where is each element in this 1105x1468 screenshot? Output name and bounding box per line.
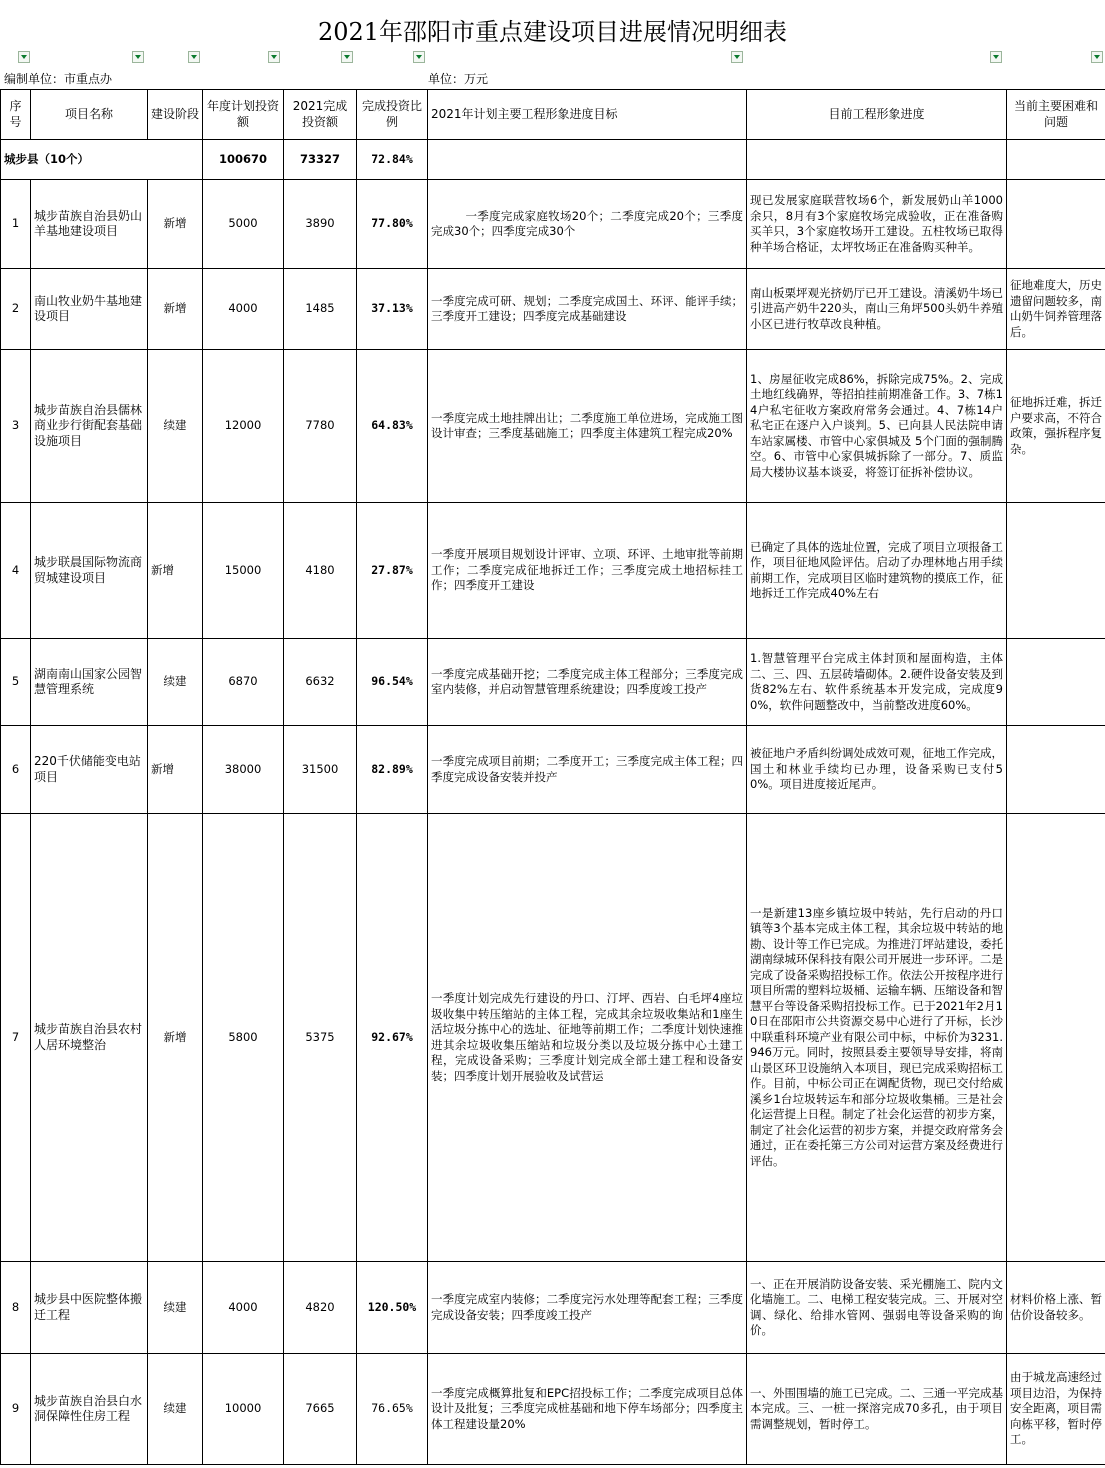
summary-label[interactable]: 城步县（10个） (1, 140, 203, 180)
cell-seq[interactable]: 7 (1, 814, 31, 1262)
filter-dropdown-icon[interactable] (413, 51, 425, 63)
cell-name[interactable]: 湖南南山国家公园智慧管理系统 (31, 639, 148, 726)
cell-stage[interactable]: 新增 (148, 269, 203, 350)
cell-seq[interactable]: 9 (1, 1354, 31, 1465)
filter-dropdown-icon[interactable] (18, 51, 30, 63)
cell-plan[interactable]: 4000 (203, 1262, 284, 1354)
cell-progress[interactable]: 1.智慧管理平台完成主体封顶和屋面构造，主体二、三、四、五层砖墙砌体。2.硬件设备安装及到货82%左右、软件系统基本开发完成，完成度90%，软件问题整改中，当前整改进度60%。 (747, 639, 1007, 726)
cell-progress[interactable]: 一、外围围墙的施工已完成。二、三通一平完成基本完成。三、一桩一探溶完成70多孔，由于项目需调整规划，暂时停工。 (747, 1354, 1007, 1465)
summary-plan[interactable]: 100670 (203, 140, 284, 180)
table-row (1, 726, 1105, 814)
summary-done[interactable]: 73327 (284, 140, 357, 180)
cell-stage[interactable]: 新增 (148, 726, 203, 814)
cell-name[interactable]: 220千伏储能变电站项目 (31, 726, 148, 814)
cell-ratio[interactable]: 96.54% (357, 639, 428, 726)
cell-ratio[interactable]: 92.67% (357, 814, 428, 1262)
cell-ratio[interactable]: 27.87% (357, 503, 428, 639)
cell-done[interactable]: 4180 (284, 503, 357, 639)
col-header-progress[interactable]: 目前工程形象进度 (747, 90, 1007, 140)
cell-done[interactable]: 31500 (284, 726, 357, 814)
compiler-unit: 编制单位：市重点办 (4, 72, 113, 86)
cell-plan[interactable]: 38000 (203, 726, 284, 814)
cell-done[interactable]: 7780 (284, 350, 357, 503)
filter-dropdown-icon[interactable] (341, 51, 353, 63)
cell-plan[interactable]: 5800 (203, 814, 284, 1262)
cell-progress[interactable]: 被征地户矛盾纠纷调处成效可观，征地工作完成，国土和林业手续均已办理，设备采购已支付50%。项目进度接近尾声。 (747, 726, 1007, 814)
summary-ratio[interactable]: 72.84% (357, 140, 428, 180)
col-header-done[interactable]: 2021完成投资额 (284, 90, 357, 140)
cell-issues[interactable]: 征地难度大，历史遗留问题较多，南山奶牛饲养管理落后。 (1007, 269, 1105, 350)
cell-target[interactable]: 一季度完成概算批复和EPC招投标工作；二季度完成项目总体设计及批复；三季度完成桩基础和地下停车场部分；四季度主体工程建设量20% (428, 1354, 747, 1465)
cell-seq[interactable]: 1 (1, 180, 31, 269)
cell-issues[interactable] (1007, 814, 1105, 1262)
meta-row (0, 68, 1105, 88)
col-header-stage[interactable]: 建设阶段 (148, 90, 203, 140)
cell-stage[interactable]: 续建 (148, 350, 203, 503)
summary-issues[interactable] (1007, 140, 1105, 180)
cell-name[interactable]: 城步联晨国际物流商贸城建设项目 (31, 503, 148, 639)
cell-name[interactable]: 城步苗族自治县农村人居环境整治 (31, 814, 148, 1262)
cell-done[interactable]: 7665 (284, 1354, 357, 1465)
table-row (1, 639, 1105, 726)
cell-target[interactable]: 一季度完成土地挂牌出让；二季度施工单位进场，完成施工图设计审查；三季度基础施工；四季度主体建筑工程完成20% (428, 350, 747, 503)
cell-ratio[interactable]: 120.50% (357, 1262, 428, 1354)
currency-unit: 单位：万元 (428, 72, 489, 86)
cell-done[interactable]: 1485 (284, 269, 357, 350)
cell-progress[interactable]: 已确定了具体的选址位置，完成了项目立项报备工作，项目征地风险评估。启动了办理林地占用手续前期工作，完成项目区临时建筑物的摸底工作，征地拆迁工作完成40%左右 (747, 503, 1007, 639)
cell-name[interactable]: 城步苗族自治县白水洞保障性住房工程 (31, 1354, 148, 1465)
cell-done[interactable]: 3890 (284, 180, 357, 269)
cell-plan[interactable]: 5000 (203, 180, 284, 269)
filter-dropdown-icon[interactable] (1091, 51, 1103, 63)
summary-progress[interactable] (747, 140, 1007, 180)
cell-issues[interactable] (1007, 503, 1105, 639)
cell-progress[interactable]: 南山板栗坪观光挤奶厅已开工建设。清溪奶牛场已引进高产奶牛220头，南山三角坪500头奶牛养殖小区已进行牧草改良种植。 (747, 269, 1007, 350)
cell-seq[interactable]: 4 (1, 503, 31, 639)
cell-stage[interactable]: 新增 (148, 814, 203, 1262)
cell-done[interactable]: 5375 (284, 814, 357, 1262)
autofilter-row (0, 50, 1105, 66)
cell-seq[interactable]: 5 (1, 639, 31, 726)
cell-ratio[interactable]: 76.65% (357, 1354, 428, 1465)
col-header-target[interactable]: 2021年计划主要工程形象进度目标 (428, 90, 747, 140)
table-row (1, 503, 1105, 639)
cell-target[interactable]: 一季度完成可研、规划；二季度完成国土、环评、能评手续；三季度开工建设；四季度完成基础建设 (428, 269, 747, 350)
cell-name[interactable]: 城步苗族自治县儒林商业步行街配套基础设施项目 (31, 350, 148, 503)
cell-seq[interactable]: 2 (1, 269, 31, 350)
filter-dropdown-icon[interactable] (268, 51, 280, 63)
col-header-plan[interactable]: 年度计划投资额 (203, 90, 284, 140)
cell-issues[interactable] (1007, 180, 1105, 269)
cell-stage[interactable]: 新增 (148, 503, 203, 639)
filter-dropdown-icon[interactable] (188, 51, 200, 63)
cell-name[interactable]: 城步苗族自治县奶山羊基地建设项目 (31, 180, 148, 269)
cell-issues[interactable] (1007, 726, 1105, 814)
cell-stage[interactable]: 续建 (148, 1354, 203, 1465)
filter-dropdown-icon[interactable] (731, 51, 743, 63)
cell-seq[interactable]: 3 (1, 350, 31, 503)
summary-target[interactable] (428, 140, 747, 180)
filter-dropdown-icon[interactable] (132, 51, 144, 63)
table-row (1, 269, 1105, 350)
cell-issues[interactable]: 由于城龙高速经过项目边沿，为保持安全距离，项目需向栋平移，暂时停工。 (1007, 1354, 1105, 1465)
cell-ratio[interactable]: 77.80% (357, 180, 428, 269)
cell-progress[interactable]: 一是新建13座乡镇垃圾中转站，先行启动的丹口镇等3个基本完成主体工程，其余垃圾中转站的地勘、设计等工作已完成。为推进汀坪站建设，委托湖南绿城环保科技有限公司开展进一步环评。二是完成了设备采购招投标工作。依法公开按程序进行项目所需的塑料垃圾桶、运输车辆、压缩设备和智慧平台等设备采购招投标工作。已于2021年2月10日在邵阳市公共资源交易中心进行了开标，长沙中联重科环境产业有限公司中标，中标价为3231.946万元。同时，按照县委主要领导导安排，将南山景区环卫设施纳入本项目，现已完成采购招标工作。目前，中标公司正在调配货物，现已交付给威溪乡1台垃圾转运车和部分垃圾收集桶。三是社会化运营提上日程。制定了社会化运营的初步方案，制定了社会化运营的初步方案，并提交政府常务会通过，正在委托第三方公司对运营方案及经费进行评估。 (747, 814, 1007, 1262)
cell-ratio[interactable]: 37.13% (357, 269, 428, 350)
cell-done[interactable]: 6632 (284, 639, 357, 726)
cell-stage[interactable]: 续建 (148, 639, 203, 726)
cell-target[interactable]: 一季度完成家庭牧场20个；二季度完成20个；三季度完成30个；四季度完成30个 (428, 180, 747, 269)
col-header-name[interactable]: 项目名称 (31, 90, 148, 140)
cell-plan[interactable]: 12000 (203, 350, 284, 503)
cell-done[interactable]: 4820 (284, 1262, 357, 1354)
cell-progress[interactable]: 现已发展家庭联营牧场6个，新发展奶山羊1000余只，8月有3个家庭牧场完成验收，正在准备购买羊只，3个家庭牧场开工建设。五柱牧场已取得种羊场合格证，太坪牧场正在准备购买种羊。 (747, 180, 1007, 269)
col-header-issues[interactable]: 当前主要困难和问题 (1007, 90, 1105, 140)
col-header-seq[interactable]: 序号 (1, 90, 31, 140)
cell-plan[interactable]: 10000 (203, 1354, 284, 1465)
table-row (1, 814, 1105, 1262)
cell-ratio[interactable]: 64.83% (357, 350, 428, 503)
cell-seq[interactable]: 8 (1, 1262, 31, 1354)
cell-target[interactable]: 一季度完成基础开挖；二季度完成主体工程部分；三季度完成室内装修，并启动智慧管理系统建设；四季度竣工投产 (428, 639, 747, 726)
project-table (0, 89, 1105, 1465)
cell-name[interactable]: 南山牧业奶牛基地建设项目 (31, 269, 148, 350)
cell-target[interactable]: 一季度完成室内装修；二季度完污水处理等配套工程；三季度完成设备安装；四季度竣工投产 (428, 1262, 747, 1354)
table-row (1, 180, 1105, 269)
table-row (1, 1354, 1105, 1465)
cell-issues[interactable]: 材料价格上涨、暂估价设备较多。 (1007, 1262, 1105, 1354)
cell-ratio[interactable]: 82.89% (357, 726, 428, 814)
page-title: 2021年邵阳市重点建设项目进展情况明细表 (317, 18, 788, 46)
table-row (1, 350, 1105, 503)
cell-target[interactable]: 一季度计划完成先行建设的丹口、汀坪、西岩、白毛坪4座垃圾收集中转压缩站的主体工程，完成其余垃圾收集站和1座生活垃圾分拣中心的选址、征地等前期工作；二季度计划快速推进其余垃圾收集压缩站和垃圾分类以及垃圾分拣中心土建工程，完成设备采购；三季度计划完成全部土建工程和设备安装；四季度计划开展验收及试营运 (428, 814, 747, 1262)
cell-issues[interactable]: 征地拆迁难，拆迁户要求高，不符合政策，强拆程序复杂。 (1007, 350, 1105, 503)
cell-target[interactable]: 一季度完成项目前期；二季度开工；三季度完成主体工程；四季度完成设备安装并投产 (428, 726, 747, 814)
cell-issues[interactable] (1007, 639, 1105, 726)
cell-plan[interactable]: 6870 (203, 639, 284, 726)
filter-dropdown-icon[interactable] (990, 51, 1002, 63)
cell-stage[interactable]: 新增 (148, 180, 203, 269)
cell-plan[interactable]: 15000 (203, 503, 284, 639)
cell-progress[interactable]: 1、房屋征收完成86%，拆除完成75%。2、完成土地红线确界，等招拍挂前期准备工作。3、7栋14户私宅征收方案政府常务会通过。4、7栋14户私宅正在逐户入户谈判。5、已向县人民法院申请车站家属楼、市管中心家俱城及 5个门面的强制腾空。6、市管中心家俱城拆除了一部分。7、质监局大楼协议基本谈妥，将签订征拆补偿协议。 (747, 350, 1007, 503)
cell-target[interactable]: 一季度开展项目规划设计评审、立项、环评、土地审批等前期工作；二季度完成征地拆迁工作；三季度完成土地招标挂工作；四季度开工建设 (428, 503, 747, 639)
cell-name[interactable]: 城步县中医院整体搬迁工程 (31, 1262, 148, 1354)
cell-stage[interactable]: 续建 (148, 1262, 203, 1354)
summary-row (1, 140, 1105, 180)
col-header-ratio[interactable]: 完成投资比例 (357, 90, 428, 140)
table-row (1, 1262, 1105, 1354)
table-header-row (1, 90, 1105, 140)
cell-progress[interactable]: 一、正在开展消防设备安装、采光棚施工、院内文化墙施工。二、电梯工程安装完成。三、开展对空调、绿化、给排水管网、强弱电等设备采购的询价。 (747, 1262, 1007, 1354)
cell-seq[interactable]: 6 (1, 726, 31, 814)
cell-plan[interactable]: 4000 (203, 269, 284, 350)
